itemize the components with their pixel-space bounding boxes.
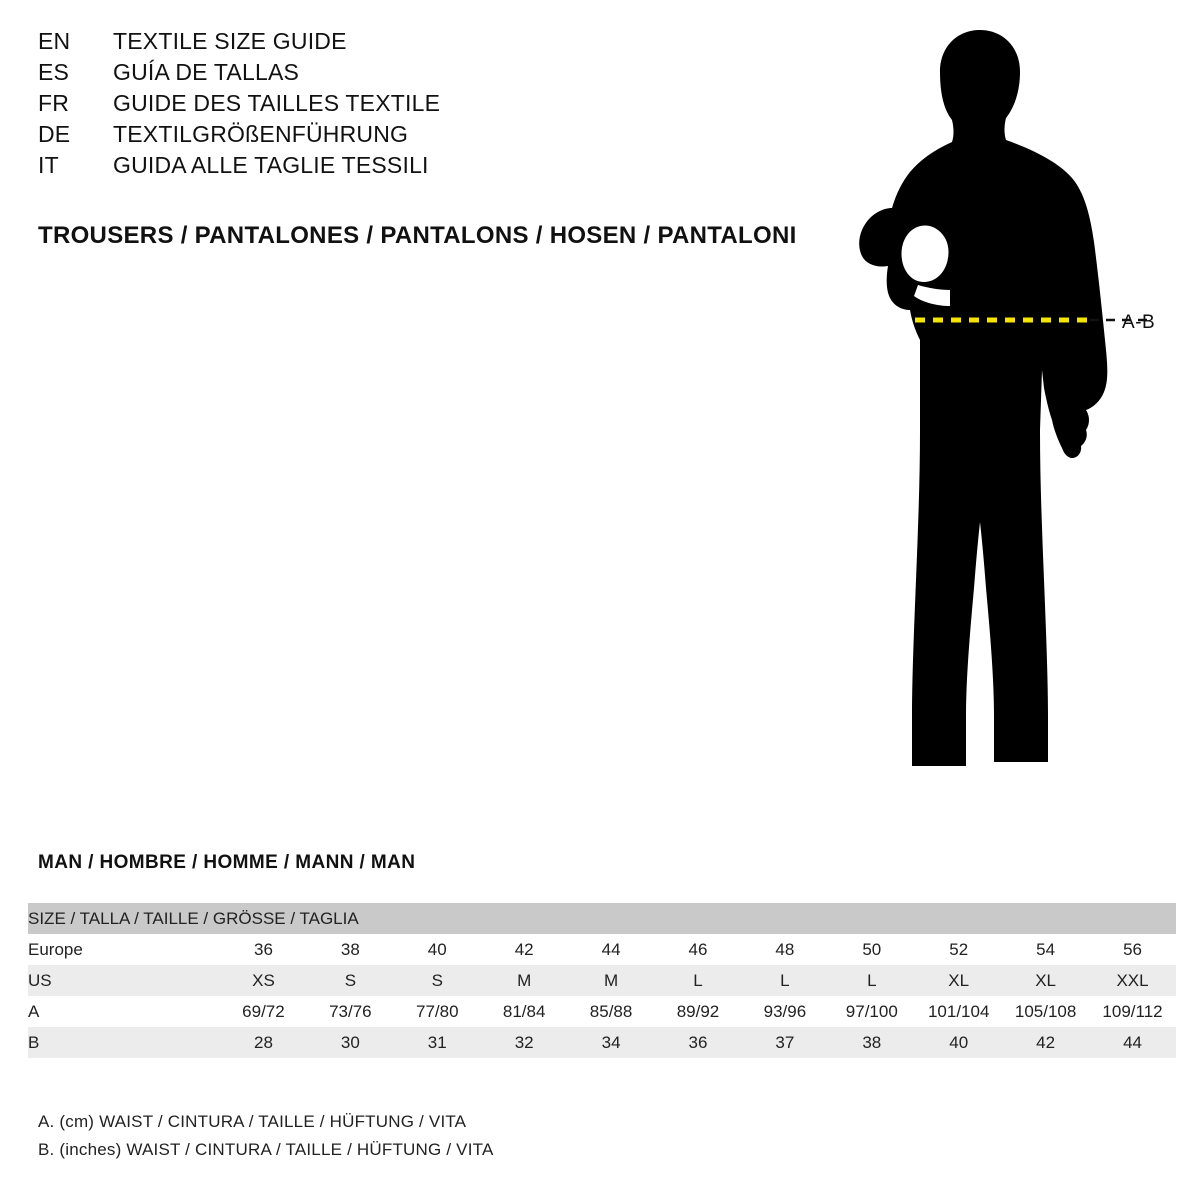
row-label: Europe	[28, 934, 220, 965]
table-cell: M	[481, 965, 568, 996]
table-cell: S	[307, 965, 394, 996]
table-section-title: MAN / HOMBRE / HOMME / MANN / MAN	[38, 852, 416, 873]
table-cell: 44	[568, 934, 655, 965]
row-label: A	[28, 996, 220, 1027]
table-cell: 40	[915, 1027, 1002, 1058]
table-cell: 48	[741, 934, 828, 965]
table-cell: 38	[307, 934, 394, 965]
table-cell: 38	[828, 1027, 915, 1058]
table-cell: 89/92	[655, 996, 742, 1027]
model-figure	[790, 10, 1190, 800]
language-code: DE	[38, 121, 71, 147]
language-text: GUIDE DES TAILLES TEXTILE	[113, 90, 441, 116]
size-table	[28, 903, 1176, 1058]
table-cell: 56	[1089, 934, 1176, 965]
table-cell: 44	[1089, 1027, 1176, 1058]
language-list	[38, 28, 798, 183]
table-cell: 52	[915, 934, 1002, 965]
table-cell: 42	[481, 934, 568, 965]
table-cell: L	[655, 965, 742, 996]
table-row	[28, 934, 1176, 965]
table-cell: 54	[1002, 934, 1089, 965]
table-row	[28, 996, 1176, 1027]
table-cell: L	[828, 965, 915, 996]
table-cell: XS	[220, 965, 307, 996]
language-row	[38, 28, 798, 59]
table-cell: XXL	[1089, 965, 1176, 996]
language-text: TEXTILE SIZE GUIDE	[113, 28, 347, 54]
table-cell: 28	[220, 1027, 307, 1058]
table-cell: 36	[655, 1027, 742, 1058]
footnote-b: B. (inches) WAIST / CINTURA / TAILLE / HÜFTUNG / VITA	[38, 1140, 494, 1159]
language-code: FR	[38, 90, 70, 116]
table-cell: M	[568, 965, 655, 996]
table-cell: 85/88	[568, 996, 655, 1027]
table-cell: 81/84	[481, 996, 568, 1027]
table-cell: 34	[568, 1027, 655, 1058]
footnote-a: A. (cm) WAIST / CINTURA / TAILLE / HÜFTUNG / VITA	[38, 1112, 467, 1131]
table-cell: 93/96	[741, 996, 828, 1027]
table-cell: 109/112	[1089, 996, 1176, 1027]
table-cell: 50	[828, 934, 915, 965]
language-code: EN	[38, 28, 71, 54]
table-cell: 40	[394, 934, 481, 965]
table-cell: 73/76	[307, 996, 394, 1027]
table-cell: XL	[1002, 965, 1089, 996]
table-header-row	[28, 903, 1176, 934]
table-cell: 105/108	[1002, 996, 1089, 1027]
language-code: ES	[38, 59, 70, 85]
row-label: US	[28, 965, 220, 996]
table-row	[28, 1027, 1176, 1058]
silhouette-shape	[859, 30, 1107, 766]
language-code: IT	[38, 152, 59, 178]
footnotes	[38, 1108, 494, 1164]
table-cell: 30	[307, 1027, 394, 1058]
language-row	[38, 59, 798, 90]
row-label: B	[28, 1027, 220, 1058]
table-header-label: SIZE / TALLA / TAILLE / GRÖSSE / TAGLIA	[28, 903, 1176, 934]
language-row	[38, 90, 798, 121]
language-text: TEXTILGRÖßENFÜHRUNG	[113, 121, 409, 147]
table-row	[28, 965, 1176, 996]
language-text: GUIDA ALLE TAGLIE TESSILI	[113, 152, 429, 178]
measure-label-ab: A-B	[1122, 312, 1156, 333]
table-cell: 37	[741, 1027, 828, 1058]
table-cell: 69/72	[220, 996, 307, 1027]
table-cell: 46	[655, 934, 742, 965]
table-cell: 77/80	[394, 996, 481, 1027]
table-cell: S	[394, 965, 481, 996]
garment-type-title: TROUSERS / PANTALONES / PANTALONS / HOSEN / PANTALONI	[38, 222, 797, 249]
table-cell: 36	[220, 934, 307, 965]
language-row	[38, 152, 798, 183]
language-text: GUÍA DE TALLAS	[113, 59, 300, 85]
table-cell: XL	[915, 965, 1002, 996]
table-cell: 97/100	[828, 996, 915, 1027]
table-cell: 101/104	[915, 996, 1002, 1027]
table-cell: 31	[394, 1027, 481, 1058]
table-cell: 42	[1002, 1027, 1089, 1058]
table-cell: 32	[481, 1027, 568, 1058]
language-row	[38, 121, 798, 152]
table-cell: L	[741, 965, 828, 996]
